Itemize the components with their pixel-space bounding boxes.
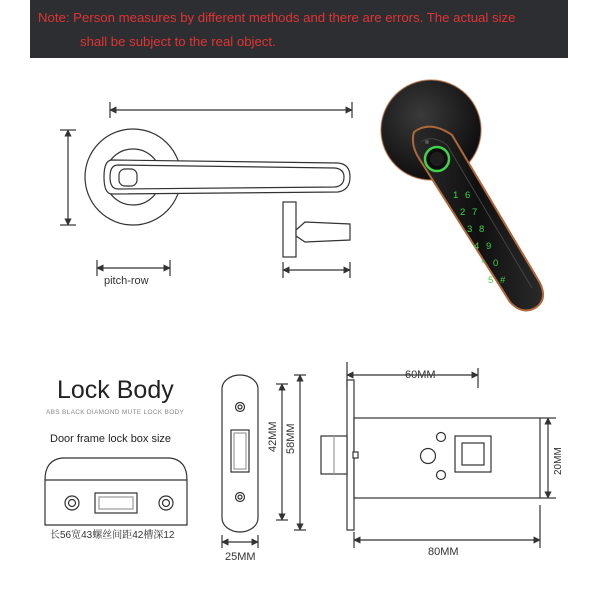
handle-front-view [60, 102, 352, 276]
keypad-key: 3 [467, 224, 473, 235]
lock-body-subtitle: ABS BLACK DIAMOND MUTE LOCK BODY [46, 409, 185, 416]
keypad-key: 4 [474, 241, 480, 252]
keypad-key: 6 [465, 190, 471, 201]
faceplate-drawing [222, 375, 306, 548]
keypad-key: 1 [453, 190, 459, 201]
smart-lock-photo [381, 80, 543, 310]
outer-height-label: 58MM [285, 423, 297, 454]
strike-box-drawing [45, 458, 187, 525]
banner-line-1: Note: Person measures by different methods and there are errors. The actual size [38, 10, 516, 25]
door-frame-box-title: Door frame lock box size [50, 433, 172, 445]
keypad-key: 7 [472, 207, 478, 218]
inner-height-label: 42MM [267, 421, 279, 452]
backset-label: 60MM [405, 369, 436, 381]
lock-body-drawing [321, 362, 556, 548]
body-height-label: 20MM [553, 447, 564, 475]
pitch-row-label: pitch-row [104, 275, 149, 287]
keypad-key: 2 [460, 207, 466, 218]
faceplate-width-label: 25MM [225, 551, 256, 563]
handle-side-view [283, 202, 350, 278]
keypad-key: 5 [488, 275, 494, 286]
keypad-key: 9 [486, 241, 492, 252]
lock-body-title: Lock Body [57, 376, 174, 404]
body-length-label: 80MM [428, 546, 459, 558]
strike-box-caption: 长56宽43螺丝间距42槽深12 [50, 530, 175, 541]
keypad-key: * [481, 258, 485, 269]
banner-line-2: shall be subject to the real object. [80, 34, 276, 49]
keypad-key: 0 [493, 258, 499, 269]
keypad-key: 8 [479, 224, 485, 235]
keypad-key: # [500, 275, 506, 286]
lever-spindle [119, 169, 137, 186]
